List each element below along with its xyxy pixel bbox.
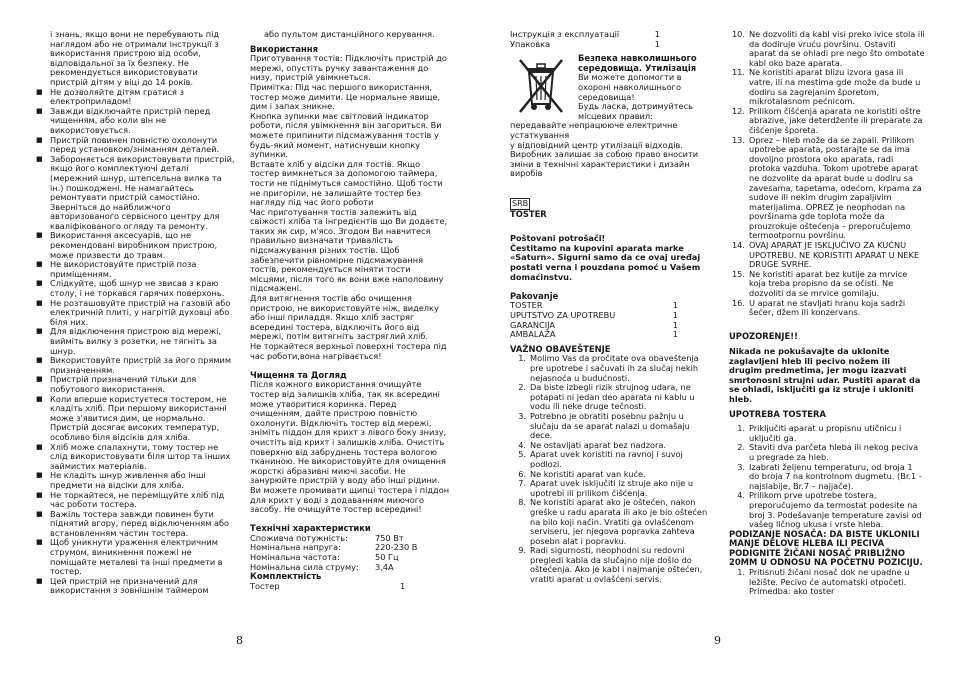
list-item-text: Не дозволяйте дітям гратися з електроприладом! [50,86,184,107]
list-item-text: Пристрій призначений тільки для побутового використання. [50,374,197,394]
kv-value: 50 Гц [375,552,399,563]
square-bullet-icon: ■ [36,327,43,336]
specs-table [250,534,450,572]
numbered-item [729,463,925,492]
kv-key: AMBALAŽA [510,329,556,340]
square-bullet-icon: ■ [36,394,43,403]
list-item [36,30,236,88]
intro-text: або пультом дистанційного керування. [264,29,435,39]
column-2 [250,30,450,591]
item-number: 12. [731,105,745,116]
list-item [36,260,236,279]
numbered-item [729,68,925,106]
item-number: 4. [518,439,526,450]
kv-row [250,582,450,592]
list-item [36,88,236,107]
kv-value: 1 [672,310,678,321]
item-text: Molimo Vas da pročitate ova obaveštenja pre upotrebe i sačuvati ih za slučaj nekih nejasnoća u budućnosti. [530,353,699,383]
list-item-text: Пристрій повинен повністю охолонути перед установкою/зніманням деталей. [50,134,220,155]
warning-text: Nikada ne pokušavajte da uklonite zaglavljeni hleb ili pecivo nožem ili drugim predmetima, jer mogu izazvati smrtonosni strujni udar. Pustiti aparat da se ohladi, isključiti ga iz struje i ukloniti hleb. [729,346,921,404]
list-item-text: Забороняється використовувати пристрій, якщо його комплектуючі деталі (мережний шнур, штепсельна вилка та ін.) пошкоджені. Не намагайтесь ремонтувати пристрій самостійно. Зверніться до найближчого авторизованого сервісного центру для кваліфікованого огляду та ремонту. [50,153,235,231]
kit-list [250,582,450,592]
notice-heading: VAŽNO OBAVEŠTENJE [510,343,611,354]
square-bullet-icon: ■ [36,154,43,163]
kv-key: Номінальна напруга: [250,542,341,553]
item-text: Aparat uvek koristiti na ravnoj i suvoj podlozi. [530,449,683,469]
numbered-item [729,30,925,68]
paragraph: Вставте хліб у відсіки для тостів. Якщо тостер вимкнеться за допомогою таймера, тости не піднімуться самостійно. Щоб тости не пригоріли, не залишайте тостер без нагляду під час його роботи [250,158,443,208]
item-number: 6. [518,468,526,479]
square-bullet-icon: ■ [36,298,43,307]
list-item [36,107,236,136]
kv-value: 1 [400,580,406,591]
list-item-text: Не використовуйте пристрій поза приміщенням. [50,259,197,279]
list-item [36,231,236,260]
square-bullet-icon: ■ [36,375,43,384]
kit-list-cont [510,30,660,49]
list-item [36,510,236,539]
list-item [36,577,236,596]
item-text: Staviti dva parčeta hleba ili nekog peciva u pregrade za hleb. [749,442,919,462]
kv-key: Номінальна частота: [250,552,340,563]
square-bullet-icon: ■ [36,87,43,96]
numbered-item [729,568,925,597]
paragraph: Примітка: Під час першого використання, тостер може димити. Це нормальне явище, дим і запах зникне. [250,81,441,112]
item-number: 11. [731,67,745,78]
list-item [36,491,236,510]
item-text: OVAJ APARAT JE ISKLJUČIVO ZA KUĆNU UPOTREBU. NE KORISTITI APARAT U NEKE DRUGE SVRHE. [749,240,920,270]
numbered-item [510,450,710,469]
pack-heading: Pakovanje [510,290,559,301]
paragraph: Čestitamo na kupovini aparata marke «Saturn». Sigurni samo da ce ovaj uređaj postati verna i pouzdana pomoć u Vašem domaćinstvu. [510,242,701,282]
numbered-item [510,412,710,441]
cleaning-heading: Чищення та Догляд [250,369,347,380]
notice-list [510,354,710,584]
kv-value: 1 [672,319,678,330]
item-text: Ne dozvoliti da kabl visi preko ivice stola ili da dodiruje vruću površinu. Ostaviti aparat da se ohladi pre nego što ombotate kabl oko baze aparata. [749,29,925,68]
list-item-text: і знань, якщо вони не перебувають під наглядом або не отримали інструкції з використання пристрою від особи, відповідальної за їх безпеку. Не рекомендується використовувати пристрій дітям у віці до 14 років. [50,29,220,87]
item-text: Oprez – hleb može da se zapali. Prilikom upotrebe aparata, postarajte se da ima dovoljno prostora oko aparata, radi protoka vazduha. Tokom upotrebe aparat ne dozvolite da aparat bude u dodiru sa zavesama, tapetama, odećom, krpama za sudove ili nekim drugim zapaljivim materijalima. OPREZ je neophodan na površinama gde toplota može da prouzrokuje oštećenja – preporučujemo termootpornu površinu. [749,134,922,241]
item-number: 2. [737,442,745,453]
numbered-item [729,270,925,299]
item-number: 13. [731,134,745,145]
item-text: Ne koristiti aparat bez kutije za mrvice koja treba propisno da se očisti. Ne dozvoliti da se mrvice gomilaju. [749,268,908,299]
notice-list-cont [729,30,925,318]
kv-key: GARANCIJA [510,319,556,330]
item-number: 8. [518,497,526,508]
paragraph: Не торкайтеся верхньої поверхні тостера під час роботи,вона нагрівається! [250,341,447,361]
column-1 [36,30,236,596]
column-3 [510,30,710,585]
list-item-text: Використання аксесуарів, що не рекомендовані виробником пристрою, може призвести до травм. [50,230,218,260]
list-item [36,279,236,298]
crossed-bin-icon [510,54,572,116]
numbered-item [510,498,710,546]
usage-heading: Використання [250,43,318,54]
item-number: 5. [518,449,526,460]
item-number: 2. [518,382,526,393]
square-bullet-icon: ■ [36,231,43,240]
eco-heading: Безпека навколишнього середовища. Утилізація [578,54,697,73]
item-text: Da biste izbegli rizik strujnog udara, ne potapati ni jedan deo aparata ni kablu u vodu ili neke druge tečnosti. [530,382,695,412]
item-number: 9. [518,545,526,556]
list-item-text: Не розташовуйте пристрій на газовій або електричній плиті, у нагрітій духовці або біля них. [50,297,231,327]
item-text: Ne koristiti aparat blizu izvora gasa ili vatre, ili na mestima gde može da bude u dodiru sa zagrejanim šporetom, mikrotalasnom pećnicom. [749,67,921,107]
item-number: 1. [737,567,745,578]
kit-heading: Комплектність [250,571,322,582]
list-item [36,299,236,328]
item-number: 1. [518,353,526,364]
square-bullet-icon: ■ [36,442,43,451]
kv-key: Споживча потужність: [250,532,348,543]
numbered-item [510,479,710,498]
item-text: U aparat ne stavljati hranu koja sadrži šećer, džem ili konzervans. [749,297,906,318]
item-number: 7. [518,478,526,489]
list-item-text: Слідкуйте, щоб шнур не звисав з краю столу, і не торкався гарячих поверхонь. [50,278,225,299]
eco-text-cont: у відповідний центр утилізації відходів. Виробник залишає за собою право вносити зміни в технічні характеристики і дизайн виробів [510,139,699,179]
numbered-item [510,354,710,383]
list-item-text: Використовуйте пристрій за його прямим призначенням. [50,355,231,375]
numbered-item [729,424,925,443]
column-4 [729,30,925,597]
list-item-text: Щоб уникнути ураження електричним струмом, виникнення пожежі не поміщайте металеві та інші предмети в тостер. [50,537,223,577]
greeting-text [510,234,710,282]
kv-key: Інструкція з експлуатації [510,29,620,39]
item-text: Priključiti aparat u propisnu utičnicu i uključiti ga. [749,423,902,443]
list-item-text: Не торкайтеся, не переміщуйте хліб під час роботи тостера. [50,489,225,510]
numbered-item [729,107,925,136]
numbered-item [729,443,925,462]
item-number: 15. [731,268,745,279]
warning-heading: UPOZORENJE!! [729,331,798,342]
paragraph: Ви можете допомогти в охороні навколишнього середовища! [578,72,682,102]
numbered-item [510,383,710,412]
kv-value: 1 [654,38,660,49]
language-tag: SRB [512,199,529,209]
list-item [36,136,236,155]
paragraph: Будь ласка, дотримуйтесь місцевих правил: передавайте непрацююче електричне устаткування [510,101,693,140]
list-item-text: Коли вперше користуєтеся тостером, не кладіть хліб. При першому використанні може з'явитися дим, це нормально. Пристрій досягає високих температур, особливо біля відсіків для хліба. [50,393,227,442]
numbered-item [729,241,925,270]
item-number: 4. [737,490,745,501]
list-item [36,471,236,490]
paragraph: Приготування тостів: Підключіть пристрій до мережі, опустіть ручку завантаження до низу, пристрій увімкнеться. [250,53,447,83]
page-number-right: 9 [714,634,721,647]
item-text: Izabrati željenu temperaturu, od broja 1 do broja 7 na kontrolnom dugmetu. (Br.1 - najslabije, Br.7 – najjače). [749,461,922,491]
cleaning-text: Після кожного використання очищуйте тостер від залишків хліба, так як всередині може утворитися коринка. Перед очищенням, дайте пристрою повністю охолонути. Відключіть тостер від мережі, зніміть піддон для крихт з лівого боку знизу, очистіть від крихт і залишків хліба. Очистіть поверхню від забруднень тостера вологою тканиною. Не використовуйте для очищення жорсткі абразивні миючі засоби. Не занурюйте пристрій у воду або інші рідини. Ви можете промивати щипці тостера і піддон для крихт у воді з додаванням миючого засобу. Не очищуйте тостер всередині! [250,379,450,515]
kv-key: Номінальна сила струму: [250,561,359,572]
item-number: 3. [518,410,526,421]
list-item [36,538,236,576]
item-text: Ne koristiti aparat van kuće. [530,468,646,479]
pack-list [510,301,678,339]
item-text: Ne koristiti aparat ako je oštećen, nakon greške u radu aparata ili ako je bio oštećen na bilo koji način. Vratiti ga ovlašćenom serviseru, jer njegova popravka zahteva posebn alat i popravku. [530,497,708,546]
specs-heading: Технічні характеристики [250,523,371,534]
paragraph: Для витягнення тостів або очищення пристрою, не використовуйте ніж, виделку або інші приладдя. Якщо хліб застряг всередині тостера, відключіть його від мережі, потім витягніть застряглий хліб. [250,293,439,342]
item-number: 1. [737,423,745,434]
kv-key: Упаковка [510,38,551,49]
list-item-text: Хліб може спалахнути, тому тостер не слід використовувати біля штор та інших займистих матеріалів. [50,441,231,471]
kv-value: 220-230 В [375,542,418,553]
item-number: 3. [737,461,745,472]
list-item-text: Важіль тостера завжди повинен бути піднятий вгору, перед відключенням або встановленням частин тостера. [50,508,230,538]
kv-row [510,40,660,50]
item-text: Pritisnuti žičani nosač dok ne upadne u ležište. Pecivo će automatski otpočeti. Primedba: ako toster [749,567,910,597]
usage-list-srb [729,424,925,530]
rack-list [729,568,925,597]
paragraph: Кнопка зупинки має світловий індикатор роботи, після увімкнення він загориться. Ви можете припинити підсмажування тостів у будь-який момент, натиснувши кнопку зупинки. [250,110,442,160]
list-item [36,375,236,394]
square-bullet-icon: ■ [36,356,43,365]
square-bullet-icon: ■ [36,576,43,585]
list-item [36,327,236,356]
kv-value: 1 [654,29,660,39]
numbered-item [729,491,925,529]
numbered-item [729,299,925,318]
square-bullet-icon: ■ [36,135,43,144]
rack-heading: PODIZANJE NOSAČA: DA BISTE UKLONILI MANJE DELOVE HLEBA ILI PECIVA PODIGNITE ŽIČANI NOSAČ PRIBLIŽNO 20MM U ODNOSU NA POČETNU POZICIJU. [729,528,923,568]
kv-value: 1 [672,329,678,340]
kv-value: 3,4А [375,561,394,572]
list-item [36,356,236,375]
paragraph: Час приготування тостів залежить від свіжості хліба та інгредієнтів що Ви додаєте, таких як сир, м'ясо. Згодом Ви навчитеся правильно визначати тривалість підсмажування різних тостів. Щоб забезпечити рівномірне підсмажування тостів, рекомендується міняти тости місцями, після того як вони вже наполовину підсмажені. [250,206,448,294]
square-bullet-icon: ■ [36,471,43,480]
list-item [36,443,236,472]
safety-list-uk [36,30,236,596]
item-text: Prilikom čišćenja aparata ne koristiti oštre abrazive, jake deterdžente ili preparate za čišćenje šporeta. [749,105,923,135]
kv-value: 1 [672,300,678,311]
numbered-item [510,546,710,584]
square-bullet-icon: ■ [36,509,43,518]
usage-text [250,54,450,361]
square-bullet-icon: ■ [36,538,43,547]
eco-block [510,54,710,140]
paragraph: Poštovani potrošači! [510,233,606,244]
product-title: TOSTER [510,209,547,220]
square-bullet-icon: ■ [36,279,43,288]
item-text: Aparat uvek isključiti iz struje ako nije u upotrebi ili prilikom čišćenja. [530,478,694,498]
kv-row [510,330,678,340]
kv-value: 750 Вт [375,532,404,543]
usage-heading-srb: UPOTREBA TOSTERA [729,408,826,419]
list-item-text: Завжди відключайте пристрій перед чищенням, або коли він не використовується. [50,105,211,135]
list-item-text: Для відключення пристрою від мережі, вийміть вилку з розетки, не тягніть за шнур. [50,326,222,356]
item-text: Radi sigurnosti, neophodni su redovni pregledi kabla da slučajno nije došlo do oštećenja. Ako je kabl i najmanje oštećen, vratiti aparat u ovlašćeni servis. [530,545,703,585]
list-item [36,395,236,443]
item-text: Potrebno je obratiti posebnu pažnju u slučaju da se aparat nalazi u domašaju dece. [530,410,690,441]
item-text: Ne ostavljati aparat bez nadzora. [530,439,667,450]
list-item-text: Не кладіть шнур живлення або інші предмети на відсіки для хліба. [50,470,206,490]
kv-key: UPUTSTVO ZA UPOTREBU [510,310,616,321]
item-number: 14. [731,240,745,251]
kv-key: TOSTER [510,300,543,311]
numbered-item [729,136,925,242]
square-bullet-icon: ■ [36,260,43,269]
square-bullet-icon: ■ [36,106,43,115]
page-number-left: 8 [236,634,243,647]
square-bullet-icon: ■ [36,490,43,499]
list-item [36,155,236,232]
kv-key: Тостер [250,580,280,591]
item-number: 16. [731,297,745,308]
item-number: 10. [731,29,745,39]
list-item-text: Цей пристрій не призначений для використання з зовнішнім таймером [50,575,209,596]
item-text: Prilikom prve upotrebe tostera, preporučujemo da termostat podesite na broj 3. Podešavanje temperature zavisi od vašeg ličnog ukusa i vrste hleba. [749,490,922,530]
